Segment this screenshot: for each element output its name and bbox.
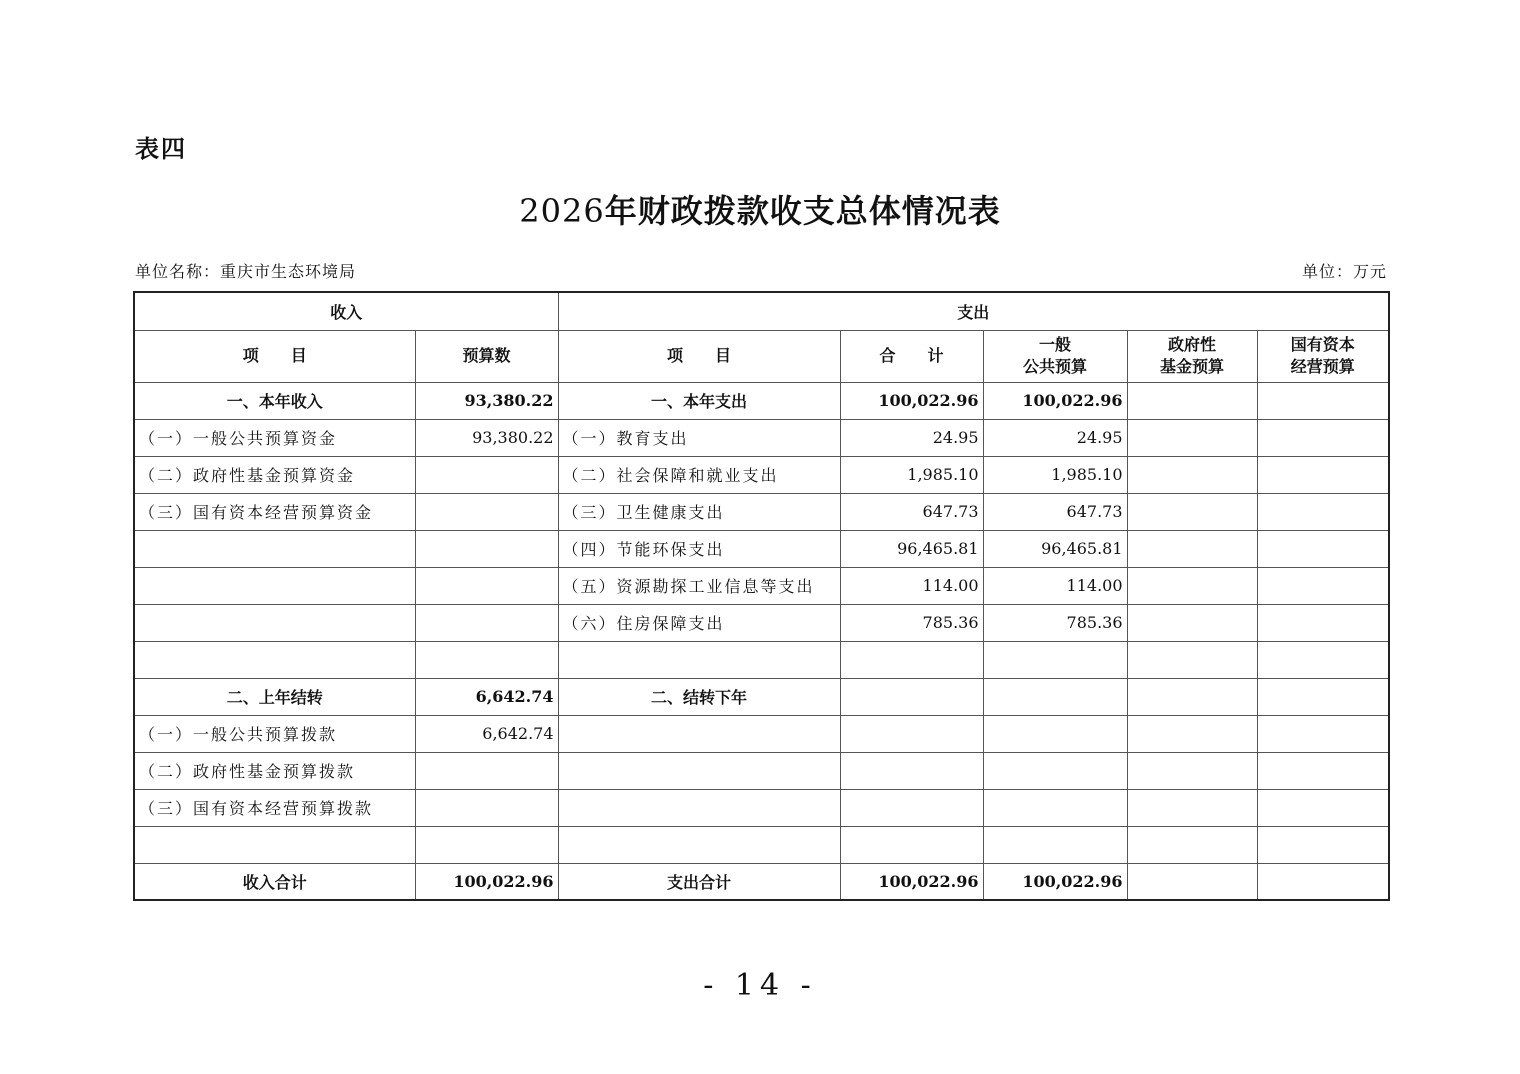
expense-item-cell: （四）节能环保支出	[558, 530, 840, 567]
income-value-cell	[415, 456, 558, 493]
col-state-capital-line2: 经营预算	[1290, 357, 1355, 376]
col-state-capital-budget	[1257, 330, 1389, 382]
total-cell: 785.36	[840, 604, 983, 641]
total-cell	[840, 752, 983, 789]
table-row	[134, 641, 1389, 678]
table-row	[134, 493, 1389, 530]
unit-name: 单位名称：重庆市生态环境局	[135, 262, 357, 281]
expense-item-cell: （二）社会保障和就业支出	[558, 456, 840, 493]
general-budget-cell: 647.73	[983, 493, 1127, 530]
income-item-cell: 收入合计	[134, 863, 415, 900]
gov-fund-cell	[1127, 789, 1257, 826]
general-budget-cell	[983, 752, 1127, 789]
table-column-header	[134, 330, 1389, 382]
income-item-cell	[134, 641, 415, 678]
col-general-line2: 公共预算	[1023, 357, 1088, 376]
table-row	[134, 789, 1389, 826]
state-capital-cell	[1257, 863, 1389, 900]
title-year: 2026	[519, 192, 605, 230]
state-capital-cell	[1257, 826, 1389, 863]
general-budget-cell	[983, 789, 1127, 826]
income-value-cell	[415, 567, 558, 604]
total-cell: 96,465.81	[840, 530, 983, 567]
col-expense-item: 项 目	[558, 330, 840, 382]
income-value-cell	[415, 789, 558, 826]
income-value-cell: 100,022.96	[415, 863, 558, 900]
expense-item-cell	[558, 752, 840, 789]
state-capital-cell	[1257, 604, 1389, 641]
document-title	[0, 186, 1520, 232]
col-total: 合 计	[840, 330, 983, 382]
general-budget-cell: 100,022.96	[983, 863, 1127, 900]
income-header: 收入	[134, 292, 558, 330]
col-income-item: 项 目	[134, 330, 415, 382]
income-item-cell	[134, 567, 415, 604]
table-group-header	[134, 292, 1389, 330]
income-item-cell: 二、上年结转	[134, 678, 415, 715]
state-capital-cell	[1257, 567, 1389, 604]
income-value-cell	[415, 604, 558, 641]
col-general-budget	[983, 330, 1127, 382]
income-item-cell: （一）一般公共预算拨款	[134, 715, 415, 752]
gov-fund-cell	[1127, 752, 1257, 789]
gov-fund-cell	[1127, 456, 1257, 493]
expense-item-cell	[558, 789, 840, 826]
expense-item-cell: 一、本年支出	[558, 382, 840, 419]
expense-item-cell: （三）卫生健康支出	[558, 493, 840, 530]
table-label: 表四	[135, 135, 187, 163]
expense-item-cell	[558, 826, 840, 863]
table-row	[134, 567, 1389, 604]
gov-fund-cell	[1127, 530, 1257, 567]
expense-item-cell: 支出合计	[558, 863, 840, 900]
income-value-cell: 6,642.74	[415, 678, 558, 715]
state-capital-cell	[1257, 382, 1389, 419]
table-row	[134, 456, 1389, 493]
expense-item-cell: 二、结转下年	[558, 678, 840, 715]
table-row	[134, 419, 1389, 456]
general-budget-cell: 24.95	[983, 419, 1127, 456]
gov-fund-cell	[1127, 604, 1257, 641]
general-budget-cell: 100,022.96	[983, 382, 1127, 419]
general-budget-cell	[983, 826, 1127, 863]
expense-item-cell: （五）资源勘探工业信息等支出	[558, 567, 840, 604]
total-cell	[840, 678, 983, 715]
total-cell	[840, 789, 983, 826]
col-income-budget: 预算数	[415, 330, 558, 382]
total-cell: 114.00	[840, 567, 983, 604]
total-cell	[840, 826, 983, 863]
general-budget-cell	[983, 715, 1127, 752]
total-cell	[840, 715, 983, 752]
general-budget-cell: 1,985.10	[983, 456, 1127, 493]
income-item-cell: （三）国有资本经营预算资金	[134, 493, 415, 530]
general-budget-cell: 114.00	[983, 567, 1127, 604]
gov-fund-cell	[1127, 863, 1257, 900]
income-value-cell	[415, 641, 558, 678]
income-value-cell	[415, 826, 558, 863]
expense-item-cell: （一）教育支出	[558, 419, 840, 456]
state-capital-cell	[1257, 419, 1389, 456]
unit-label: 单位：万元	[1301, 262, 1387, 281]
income-item-cell: （二）政府性基金预算拨款	[134, 752, 415, 789]
table-row	[134, 752, 1389, 789]
income-value-cell	[415, 530, 558, 567]
total-cell: 1,985.10	[840, 456, 983, 493]
general-budget-cell: 96,465.81	[983, 530, 1127, 567]
budget-table	[133, 291, 1390, 901]
gov-fund-cell	[1127, 715, 1257, 752]
state-capital-cell	[1257, 752, 1389, 789]
income-value-cell	[415, 752, 558, 789]
expense-item-cell	[558, 715, 840, 752]
income-value-cell: 93,380.22	[415, 382, 558, 419]
table-row	[134, 715, 1389, 752]
col-gov-fund-line1: 政府性	[1168, 335, 1217, 354]
gov-fund-cell	[1127, 419, 1257, 456]
income-value-cell	[415, 493, 558, 530]
general-budget-cell	[983, 641, 1127, 678]
title-text: 年财政拨款收支总体情况表	[604, 192, 1001, 230]
total-cell: 100,022.96	[840, 863, 983, 900]
gov-fund-cell	[1127, 678, 1257, 715]
table-total-row	[134, 863, 1389, 900]
general-budget-cell: 785.36	[983, 604, 1127, 641]
income-item-cell: （三）国有资本经营预算拨款	[134, 789, 415, 826]
state-capital-cell	[1257, 678, 1389, 715]
expense-header: 支出	[558, 292, 1389, 330]
expense-item-cell: （六）住房保障支出	[558, 604, 840, 641]
general-budget-cell	[983, 678, 1127, 715]
income-item-cell: （二）政府性基金预算资金	[134, 456, 415, 493]
total-cell: 647.73	[840, 493, 983, 530]
income-item-cell: （一）一般公共预算资金	[134, 419, 415, 456]
state-capital-cell	[1257, 530, 1389, 567]
table-row	[134, 604, 1389, 641]
state-capital-cell	[1257, 493, 1389, 530]
gov-fund-cell	[1127, 493, 1257, 530]
expense-item-cell	[558, 641, 840, 678]
state-capital-cell	[1257, 456, 1389, 493]
col-gov-fund-budget	[1127, 330, 1257, 382]
gov-fund-cell	[1127, 382, 1257, 419]
gov-fund-cell	[1127, 826, 1257, 863]
income-value-cell: 93,380.22	[415, 419, 558, 456]
col-state-capital-line1: 国有资本	[1290, 335, 1355, 354]
table-row	[134, 826, 1389, 863]
col-gov-fund-line2: 基金预算	[1160, 357, 1225, 376]
state-capital-cell	[1257, 789, 1389, 826]
col-general-line1: 一般	[1039, 335, 1072, 354]
page-number: - 14 -	[703, 968, 817, 1003]
state-capital-cell	[1257, 641, 1389, 678]
total-cell: 100,022.96	[840, 382, 983, 419]
gov-fund-cell	[1127, 567, 1257, 604]
income-value-cell: 6,642.74	[415, 715, 558, 752]
table-row	[134, 530, 1389, 567]
income-item-cell	[134, 604, 415, 641]
state-capital-cell	[1257, 715, 1389, 752]
total-cell: 24.95	[840, 419, 983, 456]
table-row	[134, 678, 1389, 715]
table-row	[134, 382, 1389, 419]
income-item-cell: 一、本年收入	[134, 382, 415, 419]
income-item-cell	[134, 826, 415, 863]
gov-fund-cell	[1127, 641, 1257, 678]
total-cell	[840, 641, 983, 678]
income-item-cell	[134, 530, 415, 567]
